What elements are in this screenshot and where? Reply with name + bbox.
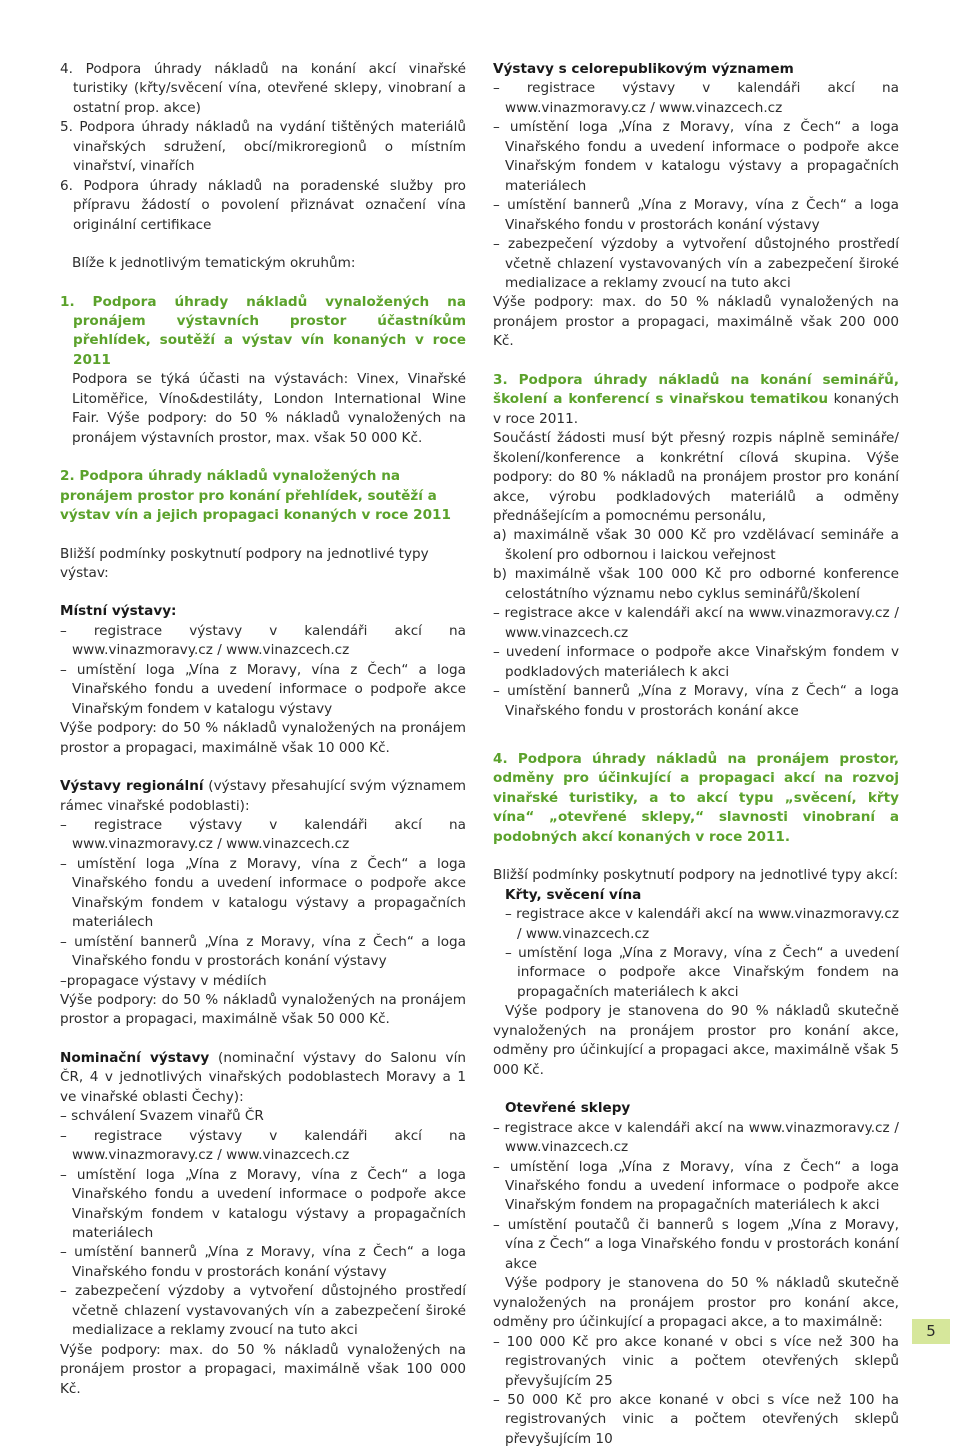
list-item: – umístění bannerů „Vína z Moravy, vína z Čech“ a loga Vinařského fondu v prostorách konání výstavy (60, 933, 466, 970)
support-text: Výše podpory je stanovena do 50 % nákladů skutečně vynaložených na pronájem prostor pro konání akce, odměny pro účinkující a propagaci akce, a to maximálně: (493, 1275, 899, 1331)
section-heading-2: 2. Podpora úhrady nákladů vynaložených na pronájem prostor pro konání přehlídek, soutěží a výstav vín a jejich propagaci konaných v roce 2011 (60, 468, 451, 524)
section-heading-3-rest: konaných v roce 2011. (493, 391, 899, 427)
list-item: – umístění bannerů „Vína z Moravy, vína z Čech“ a loga Vinařského fondu v prostorách konání výstavy (60, 1244, 466, 1280)
support-text: Výše podpory je stanovena do 90 % nákladů skutečně vynaložených na pronájem prostor pro konání akce, odměny pro účinkující a propagaci akce, maximálně však 5 000 Kč. (493, 1003, 899, 1078)
list-item: – umístění loga „Vína z Moravy, vína z Čech“ a loga Vinařského fondu a uvedení informace o podpoře akce Vinařským fondem v katalogu výstavy a propagačních materiálech (60, 855, 466, 931)
list-item: – zabezpečení výzdoby a vytvoření důstojného prostředí včetně chlazení vystavovaných vín a zabezpečení široké medializace a reklamy zvoucí na tuto akci (493, 236, 899, 291)
list-item: – registrace výstavy v kalendáři akcí na www.vinazmoravy.cz / www.vinazcech.cz (60, 622, 466, 659)
list-item: b) maximálně však 100 000 Kč pro odborné konference celostátního významu nebo cyklus seminářů/školení (493, 566, 899, 602)
subheading-sklepy: Otevřené sklepy (505, 1100, 631, 1117)
section-heading-1: 1. Podpora úhrady nákladů vynaložených na pronájem výstavních prostor účastníkům přehlídek, soutěží a výstav vín konaných v roce 2011 (60, 293, 466, 368)
list-item: – 50 000 Kč pro akce konané v obci s více než 100 ha registrovaných vinic a počtem otevřených sklepů převyšujícím 10 (493, 1392, 899, 1447)
list-item: – registrace výstavy v kalendáři akcí na www.vinazmoravy.cz / www.vinazcech.cz (60, 1127, 466, 1164)
section-heading-4: 4. Podpora úhrady nákladů na pronájem prostor, odměny pro účinkující a propagaci akcí na rozvoj vinařské turistiky, a to akcí typu „svěcení, křty vína“ „otevřené sklepy,“ slavnosti vinobraní a podobných akcí konaných v roce 2011. (493, 750, 899, 845)
list-item: –propagace výstavy v médiích (60, 972, 267, 989)
support-text: Výše podpory: max. do 50 % nákladů vynaložených na pronájem prostor a propagaci, maximálně však 200 000 Kč. (493, 294, 899, 350)
list-item: – 100 000 Kč pro akce konané v obci s více než 300 ha registrovaných vinic a počtem otevřených sklepů převyšujícím 25 (493, 1333, 899, 1389)
section-intro: Bližší podmínky poskytnutí podpory na jednotlivé typy akcí: (493, 867, 899, 884)
support-text: Výše podpory: do 50 % nákladů vynaložených na pronájem prostor a propagaci, maximálně však 50 000 Kč. (60, 992, 466, 1028)
list-item: a) maximálně však 30 000 Kč pro vzdělávací semináře a školení pro odbornou i laickou veřejnost (493, 527, 899, 563)
support-text: Výše podpory: do 50 % nákladů vynaložených na pronájem prostor a propagaci, maximálně však 10 000 Kč. (60, 720, 466, 756)
list-item: – registrace akce v kalendáři akcí na www.vinazmoravy.cz / www.vinazcech.cz (493, 1119, 899, 1156)
list-item: – umístění bannerů „Vína z Moravy, vína z Čech“ a loga Vinařského fondu v prostorách konání výstavy (493, 197, 899, 233)
right-column (493, 60, 899, 1449)
list-item: 6. Podpora úhrady nákladů na poradenské služby pro přípravu žádostí o povolení přiznávat označení vína originální certifikace (60, 177, 466, 233)
subheading-regionalni (60, 777, 466, 816)
list-item: – umístění bannerů „Vína z Moravy, vína z Čech“ a loga Vinařského fondu v prostorách konání akce (493, 683, 899, 719)
list-item: – umístění loga „Vína z Moravy, vína z Čech“ a loga Vinařského fondu a uvedení informace o podpoře akce Vinařským fondem na propagačních materiálech k akci (493, 1158, 899, 1214)
list-item: – registrace výstavy v kalendáři akcí na www.vinazmoravy.cz / www.vinazcech.cz (60, 816, 466, 853)
left-column (60, 60, 466, 1399)
page-number: 5 (912, 1319, 950, 1344)
subheading-nominacni-title: Nominační výstavy (60, 1049, 210, 1066)
list-item: – umístění loga „Vína z Moravy, vína z Čech“ a loga Vinařského fondu a uvedení informace o podpoře akce Vinařským fondem v katalogu výstavy a propagačních materiálech (60, 1166, 466, 1242)
subheading-mistni: Místní výstavy: (60, 603, 177, 620)
list-item: – registrace výstavy v kalendáři akcí na www.vinazmoravy.cz / www.vinazcech.cz (493, 80, 899, 116)
subheading-nominacni-rest: (nominační výstavy do Salonu vín ČR, 4 v jednotlivých vinařských podoblastech Moravy a 1 ve vinařské oblasti Čechy): (60, 1049, 466, 1105)
section-heading-3-title: 3. Podpora úhrady nákladů na konání seminářů, školení a konferencí s vinařskou tematikou (493, 371, 899, 408)
subheading-nominacni (60, 1049, 466, 1107)
support-text: Výše podpory: max. do 50 % nákladů vynaložených na pronájem prostor a propagaci, maximálně však 100 000 Kč. (60, 1341, 466, 1397)
list-item: – registrace akce v kalendáři akcí na www.vinazmoravy.cz / www.vinazcech.cz (493, 605, 899, 641)
subheading-regionalni-rest: (výstavy přesahující svým významem rámec vinařské podoblasti): (60, 778, 466, 814)
section-text-3: Součástí žádosti musí být přesný rozpis náplně semináře/školení/konference a konkrétní cílová skupina. Výše podpory: do 80 % nákladů na pronájem prostor pro konání akce, výrobu podkladových materiálů a odměny přednášejícím a pomocnému personálu, (493, 430, 899, 524)
list-item: 5. Podpora úhrady nákladů na vydání tištěných materiálů vinařských sdružení, obcí/mikroregionů o místním vinařství, vinařích (60, 119, 466, 175)
section-intro: Blíže k jednotlivým tematickým okruhům: (72, 255, 356, 272)
section-intro: Bližší podmínky poskytnutí podpory na jednotlivé typy výstav: (60, 545, 429, 581)
subheading-krty: Křty, svěcení vína (505, 886, 642, 903)
subheading-regionalni-title: Výstavy regionální (60, 778, 204, 795)
list-item: – umístění loga „Vína z Moravy, vína z Čech“ a uvedení informace o podpoře akce Vinařským fondem na propagačních materiálech k akci (505, 945, 899, 1000)
list-item: – schválení Svazem vinařů ČR (60, 1108, 264, 1125)
section-text-1: Podpora se týká účasti na výstavách: Vinex, Vinařské Litoměřice, Víno&destiláty, London International Wine Fair. Výše podpory: do 50 % nákladů vynaložených na pronájem výstavních prostor, max. však 50 000 Kč. (72, 371, 466, 446)
list-item: 4. Podpora úhrady nákladů na konání akcí vinařské turistiky (křty/svěcení vína, otevřené sklepy, vinobraní a ostatní prop. akce) (60, 61, 466, 116)
list-item: – uvedení informace o podpoře akce Vinařským fondem v podkladových materiálech k akci (493, 644, 899, 680)
list-item: – umístění poutačů či bannerů s logem „Vína z Moravy, vína z Čech“ a loga Vinařského fondu v prostorách konání akce (493, 1216, 899, 1272)
subheading-celorepublikove: Výstavy s celorepublikovým významem (493, 61, 794, 77)
list-item: – umístění loga „Vína z Moravy, vína z Čech“ a loga Vinařského fondu a uvedení informace o podpoře akce Vinařským fondem v katalogu výstavy (60, 661, 466, 717)
section-heading-3 (493, 371, 899, 429)
list-item: – umístění loga „Vína z Moravy, vína z Čech“ a loga Vinařského fondu a uvedení informace o podpoře akce Vinařským fondem v katalogu výstavy a propagačních materiálech (493, 119, 899, 194)
list-item: – zabezpečení výzdoby a vytvoření důstojného prostředí včetně chlazení vystavovaných vín a zabezpečení široké medializace a reklamy zvoucí na tuto akci (60, 1283, 466, 1339)
list-item: – registrace akce v kalendáři akcí na www.vinazmoravy.cz / www.vinazcech.cz (505, 906, 899, 942)
